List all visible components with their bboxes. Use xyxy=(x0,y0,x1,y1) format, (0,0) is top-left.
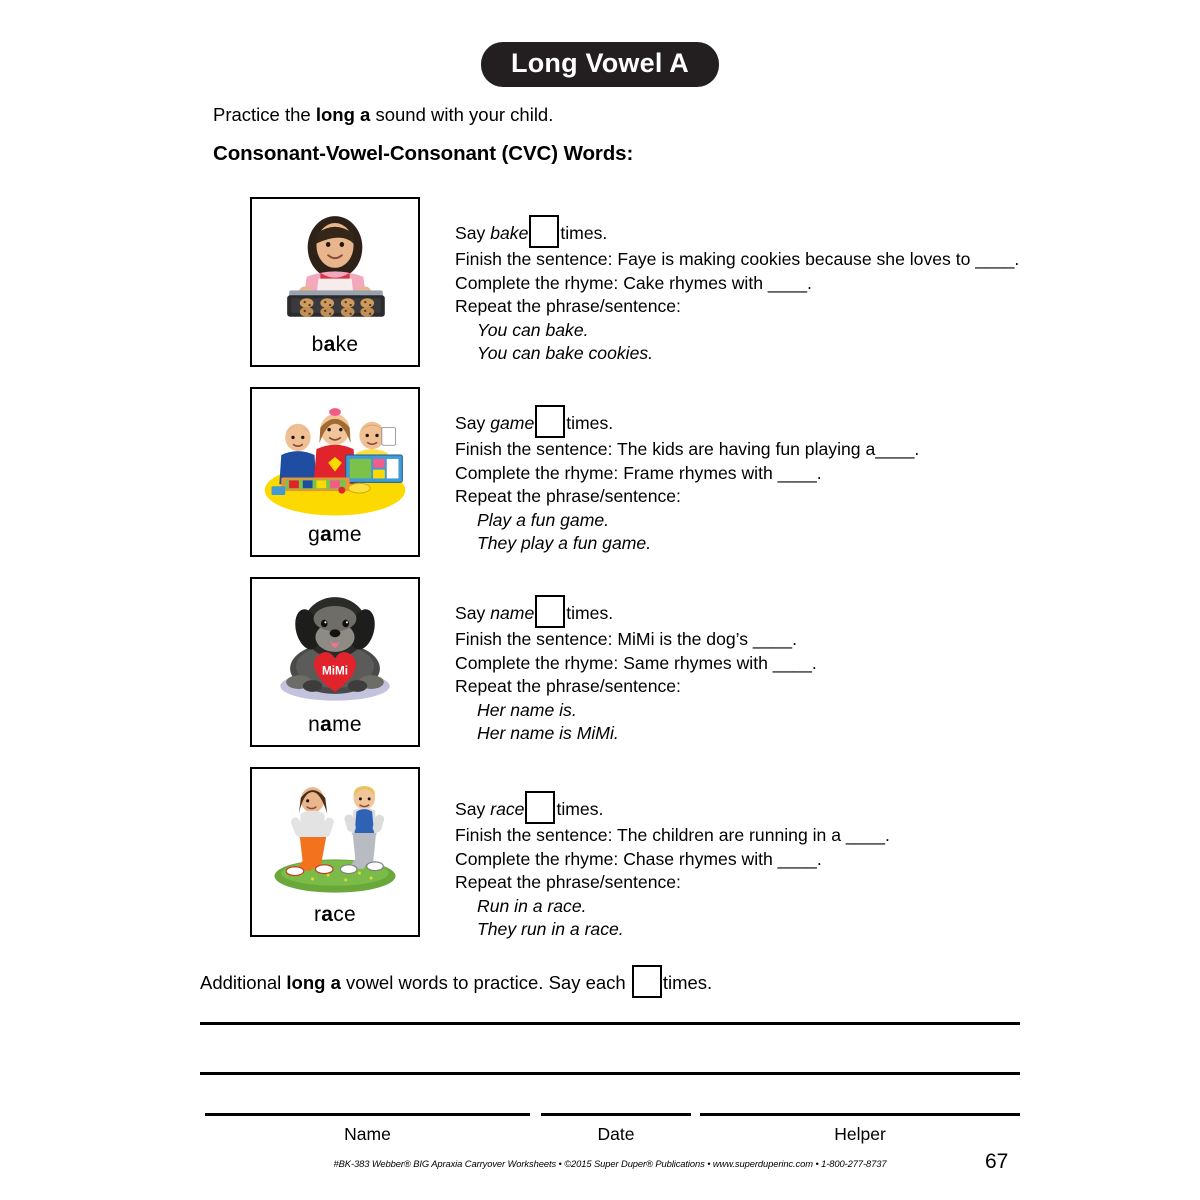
rhyme-line: Complete the rhyme: Same rhymes with ____. xyxy=(455,652,817,673)
finish-sentence-line: Finish the sentence: Faye is making cookies because she loves to ____. xyxy=(455,249,1020,269)
page-title: Long Vowel A xyxy=(481,42,719,87)
label-vowel: a xyxy=(320,523,333,546)
word-card-race xyxy=(250,767,420,937)
word-label-name xyxy=(252,713,418,737)
word-content-game xyxy=(455,405,1055,556)
intro-suffix: sound with your child. xyxy=(370,104,554,125)
repeat-sentence: Her name is MiMi. xyxy=(477,723,619,744)
finish-sentence-line: Finish the sentence: MiMi is the dog’s ____. xyxy=(455,629,797,649)
label-vowel: a xyxy=(323,333,336,356)
say-line xyxy=(455,791,1055,824)
say-line xyxy=(455,595,1055,628)
additional-bold: long a xyxy=(286,972,341,993)
say-suffix: times. xyxy=(566,603,614,623)
label-vowel: a xyxy=(320,713,333,736)
rhyme-line: Complete the rhyme: Chase rhymes with ____. xyxy=(455,848,822,869)
say-suffix: times. xyxy=(566,413,614,433)
word-content-name xyxy=(455,595,1055,746)
say-prefix: Say xyxy=(455,223,491,243)
label-tail: ke xyxy=(335,333,359,356)
intro-text xyxy=(213,104,553,126)
word-row-bake xyxy=(0,197,1200,373)
say-prefix: Say xyxy=(455,603,491,623)
intro-bold: long a xyxy=(315,104,371,125)
copyright-line: #BK-383 Webber® BIG Apraxia Carryover Worksheets • ©2015 Super Duper® Publications • www.superduperinc.com • 1-800-277-8737 xyxy=(333,1158,887,1169)
word-label-race xyxy=(252,903,418,927)
illustration-bake xyxy=(252,203,418,327)
illustration-race xyxy=(252,773,418,897)
repeat-label: Repeat the phrase/sentence: xyxy=(455,486,681,507)
say-suffix: times. xyxy=(556,799,604,819)
word-card-bake xyxy=(250,197,420,367)
label-lead: b xyxy=(311,333,324,356)
label-lead: g xyxy=(308,523,321,546)
say-prefix: Say xyxy=(455,413,491,433)
word-label-game xyxy=(252,523,418,547)
word-card-name xyxy=(250,577,420,747)
intro-prefix: Practice the xyxy=(213,104,316,125)
additional-suffix: times. xyxy=(662,972,713,993)
page-number: 67 xyxy=(985,1150,1009,1173)
repeat-phrase: You can bake. xyxy=(477,319,589,340)
writing-line-1[interactable] xyxy=(200,1022,1020,1025)
name-field-line[interactable] xyxy=(205,1113,530,1116)
illustration-name xyxy=(252,583,418,707)
say-count-box[interactable] xyxy=(529,215,559,248)
word-row-race xyxy=(0,767,1200,943)
label-tail: me xyxy=(332,523,362,546)
say-count-box[interactable] xyxy=(535,405,565,438)
say-word: race xyxy=(490,799,525,819)
finish-sentence-line: Finish the sentence: The children are running in a ____. xyxy=(455,825,890,845)
repeat-phrase: Run in a race. xyxy=(477,895,587,916)
word-row-name xyxy=(0,577,1200,753)
repeat-sentence: You can bake cookies. xyxy=(477,343,654,364)
repeat-label: Repeat the phrase/sentence: xyxy=(455,296,681,317)
additional-words-prompt xyxy=(200,965,712,998)
additional-prefix: Additional xyxy=(200,972,287,993)
label-tail: ce xyxy=(333,903,357,926)
repeat-sentence: They play a fun game. xyxy=(477,533,652,554)
name-label: Name xyxy=(344,1124,391,1144)
date-field-line[interactable] xyxy=(541,1113,691,1116)
say-line xyxy=(455,405,1055,438)
helper-label: Helper xyxy=(834,1124,886,1144)
repeat-label: Repeat the phrase/sentence: xyxy=(455,676,681,697)
label-vowel: a xyxy=(321,903,334,926)
repeat-phrase: Her name is. xyxy=(477,699,577,720)
repeat-sentence: They run in a race. xyxy=(477,919,624,940)
say-count-box[interactable] xyxy=(632,965,662,998)
title-banner xyxy=(0,42,1200,87)
additional-middle: vowel words to practice. Say each xyxy=(340,972,631,993)
rhyme-line: Complete the rhyme: Frame rhymes with ____. xyxy=(455,462,822,483)
say-count-box[interactable] xyxy=(535,595,565,628)
helper-field-line[interactable] xyxy=(700,1113,1020,1116)
word-content-bake xyxy=(455,215,1055,366)
word-card-game xyxy=(250,387,420,557)
rhyme-line: Complete the rhyme: Cake rhymes with ____. xyxy=(455,272,812,293)
dog-tag-text: MiMi xyxy=(321,664,349,678)
section-heading: Consonant-Vowel-Consonant (CVC) Words: xyxy=(213,142,634,165)
label-tail: me xyxy=(332,713,362,736)
word-content-race xyxy=(455,791,1055,942)
label-lead: r xyxy=(313,903,322,926)
date-label: Date xyxy=(597,1124,635,1144)
say-word: game xyxy=(490,413,535,433)
say-suffix: times. xyxy=(560,223,608,243)
writing-line-2[interactable] xyxy=(200,1072,1020,1075)
label-lead: n xyxy=(308,713,321,736)
say-word: bake xyxy=(490,223,529,243)
say-word: name xyxy=(490,603,535,623)
finish-sentence-line: Finish the sentence: The kids are having fun playing a____. xyxy=(455,439,920,459)
say-prefix: Say xyxy=(455,799,491,819)
say-line xyxy=(455,215,1055,248)
word-row-game xyxy=(0,387,1200,563)
repeat-label: Repeat the phrase/sentence: xyxy=(455,872,681,893)
word-label-bake xyxy=(252,333,418,357)
say-count-box[interactable] xyxy=(525,791,555,824)
illustration-game xyxy=(252,393,418,517)
repeat-phrase: Play a fun game. xyxy=(477,509,610,530)
